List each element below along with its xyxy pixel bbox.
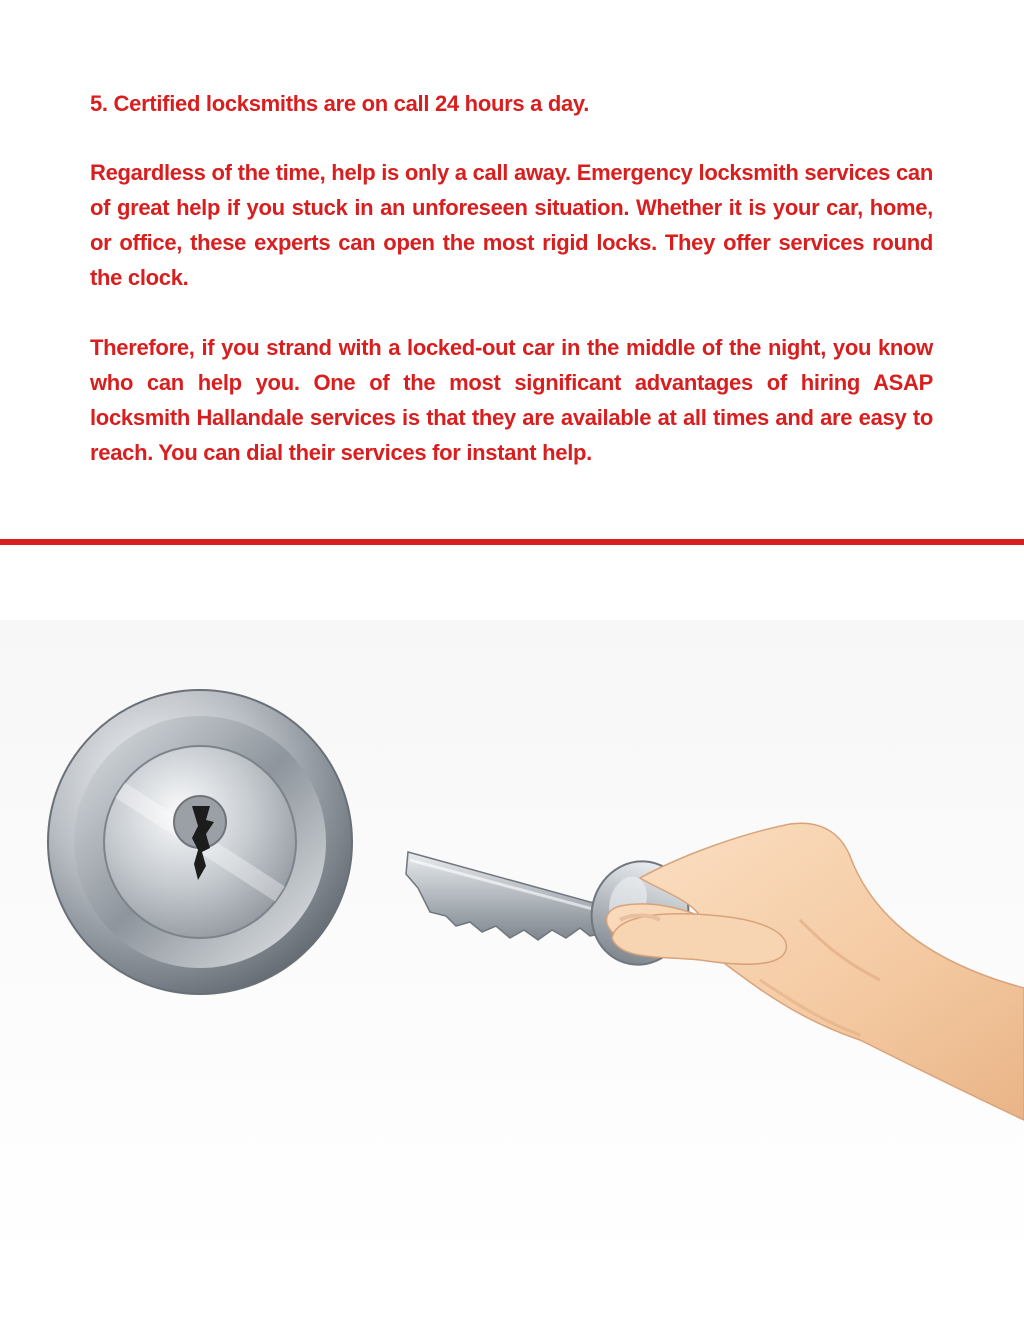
section-heading: 5. Certified locksmiths are on call 24 hours a day. xyxy=(90,91,590,116)
paragraph-2: Therefore, if you strand with a locked-out car in the middle of the night, you know who can help you. One of the most significant advantages of hiring ASAP locksmith Hallandale services is that they are available at all times and are easy to reach. You can dial their services for instant help. xyxy=(90,335,933,465)
red-divider xyxy=(0,539,1024,545)
paragraph-1: Regardless of the time, help is only a call away. Emergency locksmith services can of great help if you stuck in an unforeseen situation. Whether it is your car, home, or office, these experts can open the most rigid locks. They offer services round the clock. xyxy=(90,160,933,290)
lock-and-key-illustration xyxy=(0,620,1024,1270)
lock-cylinder-icon xyxy=(48,690,352,994)
